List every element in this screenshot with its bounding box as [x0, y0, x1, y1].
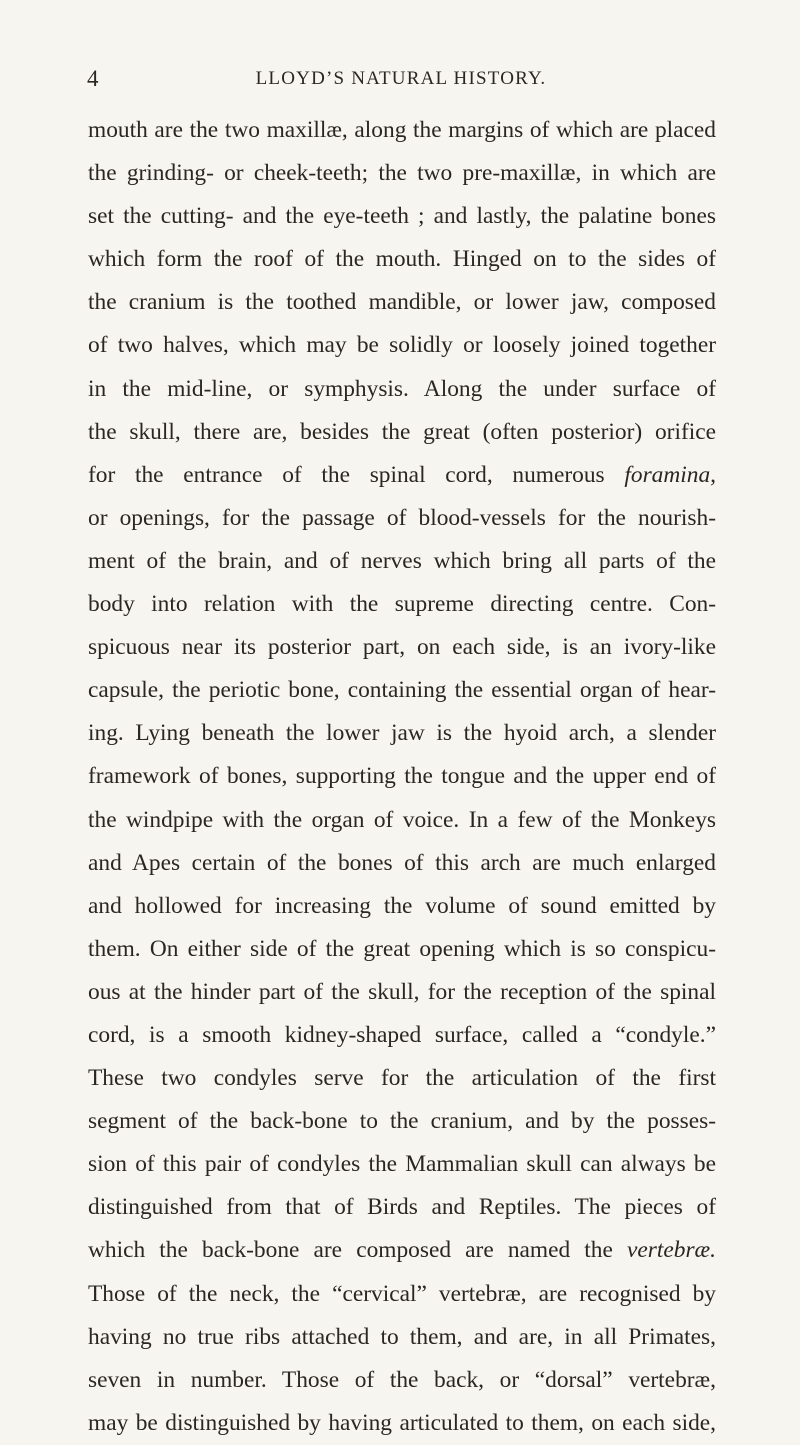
text-line — [88, 1316, 716, 1359]
text-line — [88, 497, 716, 540]
text-line — [88, 626, 716, 669]
text-line — [88, 109, 716, 152]
text-segment: them. On either side of the great opening which is so conspicu- — [88, 935, 716, 962]
body-text — [88, 109, 716, 1445]
text-segment: distinguished from that of Birds and Reptiles. The pieces of — [88, 1194, 716, 1221]
text-line — [88, 885, 716, 928]
text-segment: Those of the neck, the “cervical” vertebræ, are recognised by — [88, 1280, 716, 1307]
text-segment: capsule, the periotic bone, containing the essential organ of hear- — [88, 677, 716, 704]
text-line — [88, 1143, 716, 1186]
page-header — [87, 63, 715, 95]
text-line — [88, 1273, 716, 1316]
text-segment: in the mid-line, or symphysis. Along the under surface of — [88, 375, 716, 402]
italic-term: foramina, — [624, 461, 716, 488]
text-line — [88, 238, 716, 281]
text-line — [88, 971, 716, 1014]
text-segment: mouth are the two maxillæ, along the margins of which are placed — [88, 117, 716, 143]
text-line — [88, 540, 716, 583]
text-line — [88, 324, 716, 367]
text-line — [88, 1229, 716, 1272]
running-title: LLOYD’S NATURAL HISTORY. — [255, 68, 547, 89]
text-segment: which the back-bone are composed are named the — [88, 1237, 627, 1264]
text-segment: set the cutting- and the eye-teeth ; and lastly, the palatine bones — [88, 203, 716, 230]
text-segment: cord, is a smooth kidney-shaped surface, called a “condyle.” — [88, 1021, 716, 1048]
text-segment: the grinding- or cheek-teeth; the two pre-maxillæ, in which are — [88, 160, 716, 187]
text-line — [88, 1057, 716, 1100]
text-line — [88, 152, 716, 195]
text-line — [88, 669, 716, 712]
text-segment: which form the roof of the mouth. Hinged on to the sides of — [88, 246, 716, 273]
text-segment: and Apes certain of the bones of this arch are much enlarged — [88, 849, 716, 876]
text-line — [88, 1359, 716, 1402]
text-line — [88, 368, 716, 411]
text-line — [88, 712, 716, 755]
text-segment: body into relation with the supreme directing centre. Con- — [88, 591, 716, 618]
text-line — [88, 799, 716, 842]
text-segment: having no true ribs attached to them, and are, in all Primates, — [88, 1323, 716, 1350]
text-segment: may be distinguished by having articulated to them, on each side, — [88, 1409, 716, 1436]
text-line — [88, 755, 716, 798]
text-segment: or openings, for the passage of blood-vessels for the nourish- — [88, 504, 716, 531]
text-line — [88, 1100, 716, 1143]
text-segment: of two halves, which may be solidly or loosely joined together — [88, 332, 716, 359]
text-line — [88, 454, 716, 497]
text-segment: segment of the back-bone to the cranium, and by the posses- — [88, 1108, 716, 1135]
text-line — [88, 281, 716, 324]
text-segment: ment of the brain, and of nerves which bring all parts of the — [88, 547, 716, 574]
text-segment: for the entrance of the spinal cord, numerous — [88, 461, 625, 488]
text-line — [88, 842, 716, 885]
text-line — [88, 1402, 716, 1445]
text-segment: the windpipe with the organ of voice. In a few of the Monkeys — [88, 806, 716, 833]
text-segment: ing. Lying beneath the lower jaw is the hyoid arch, a slender — [88, 720, 716, 747]
italic-term: vertebræ. — [627, 1237, 716, 1264]
text-line — [88, 1186, 716, 1229]
text-segment: ous at the hinder part of the skull, for the reception of the spinal — [88, 978, 716, 1005]
text-line — [88, 411, 716, 454]
text-segment: and hollowed for increasing the volume of sound emitted by — [88, 892, 716, 919]
text-segment: the cranium is the toothed mandible, or lower jaw, composed — [88, 289, 716, 316]
page-number: 4 — [87, 66, 99, 91]
text-segment: seven in number. Those of the back, or “dorsal” vertebræ, — [88, 1366, 716, 1393]
text-segment: spicuous near its posterior part, on each side, is an ivory-like — [88, 634, 716, 661]
text-line — [88, 1014, 716, 1057]
text-segment: sion of this pair of condyles the Mammalian skull can always be — [88, 1151, 716, 1178]
text-line — [88, 195, 716, 238]
text-line — [88, 583, 716, 626]
text-line — [88, 928, 716, 971]
text-segment: framework of bones, supporting the tongue and the upper end of — [88, 763, 716, 790]
text-segment: the skull, there are, besides the great (often posterior) orifice — [88, 418, 716, 445]
text-segment: These two condyles serve for the articulation of the first — [88, 1065, 716, 1092]
